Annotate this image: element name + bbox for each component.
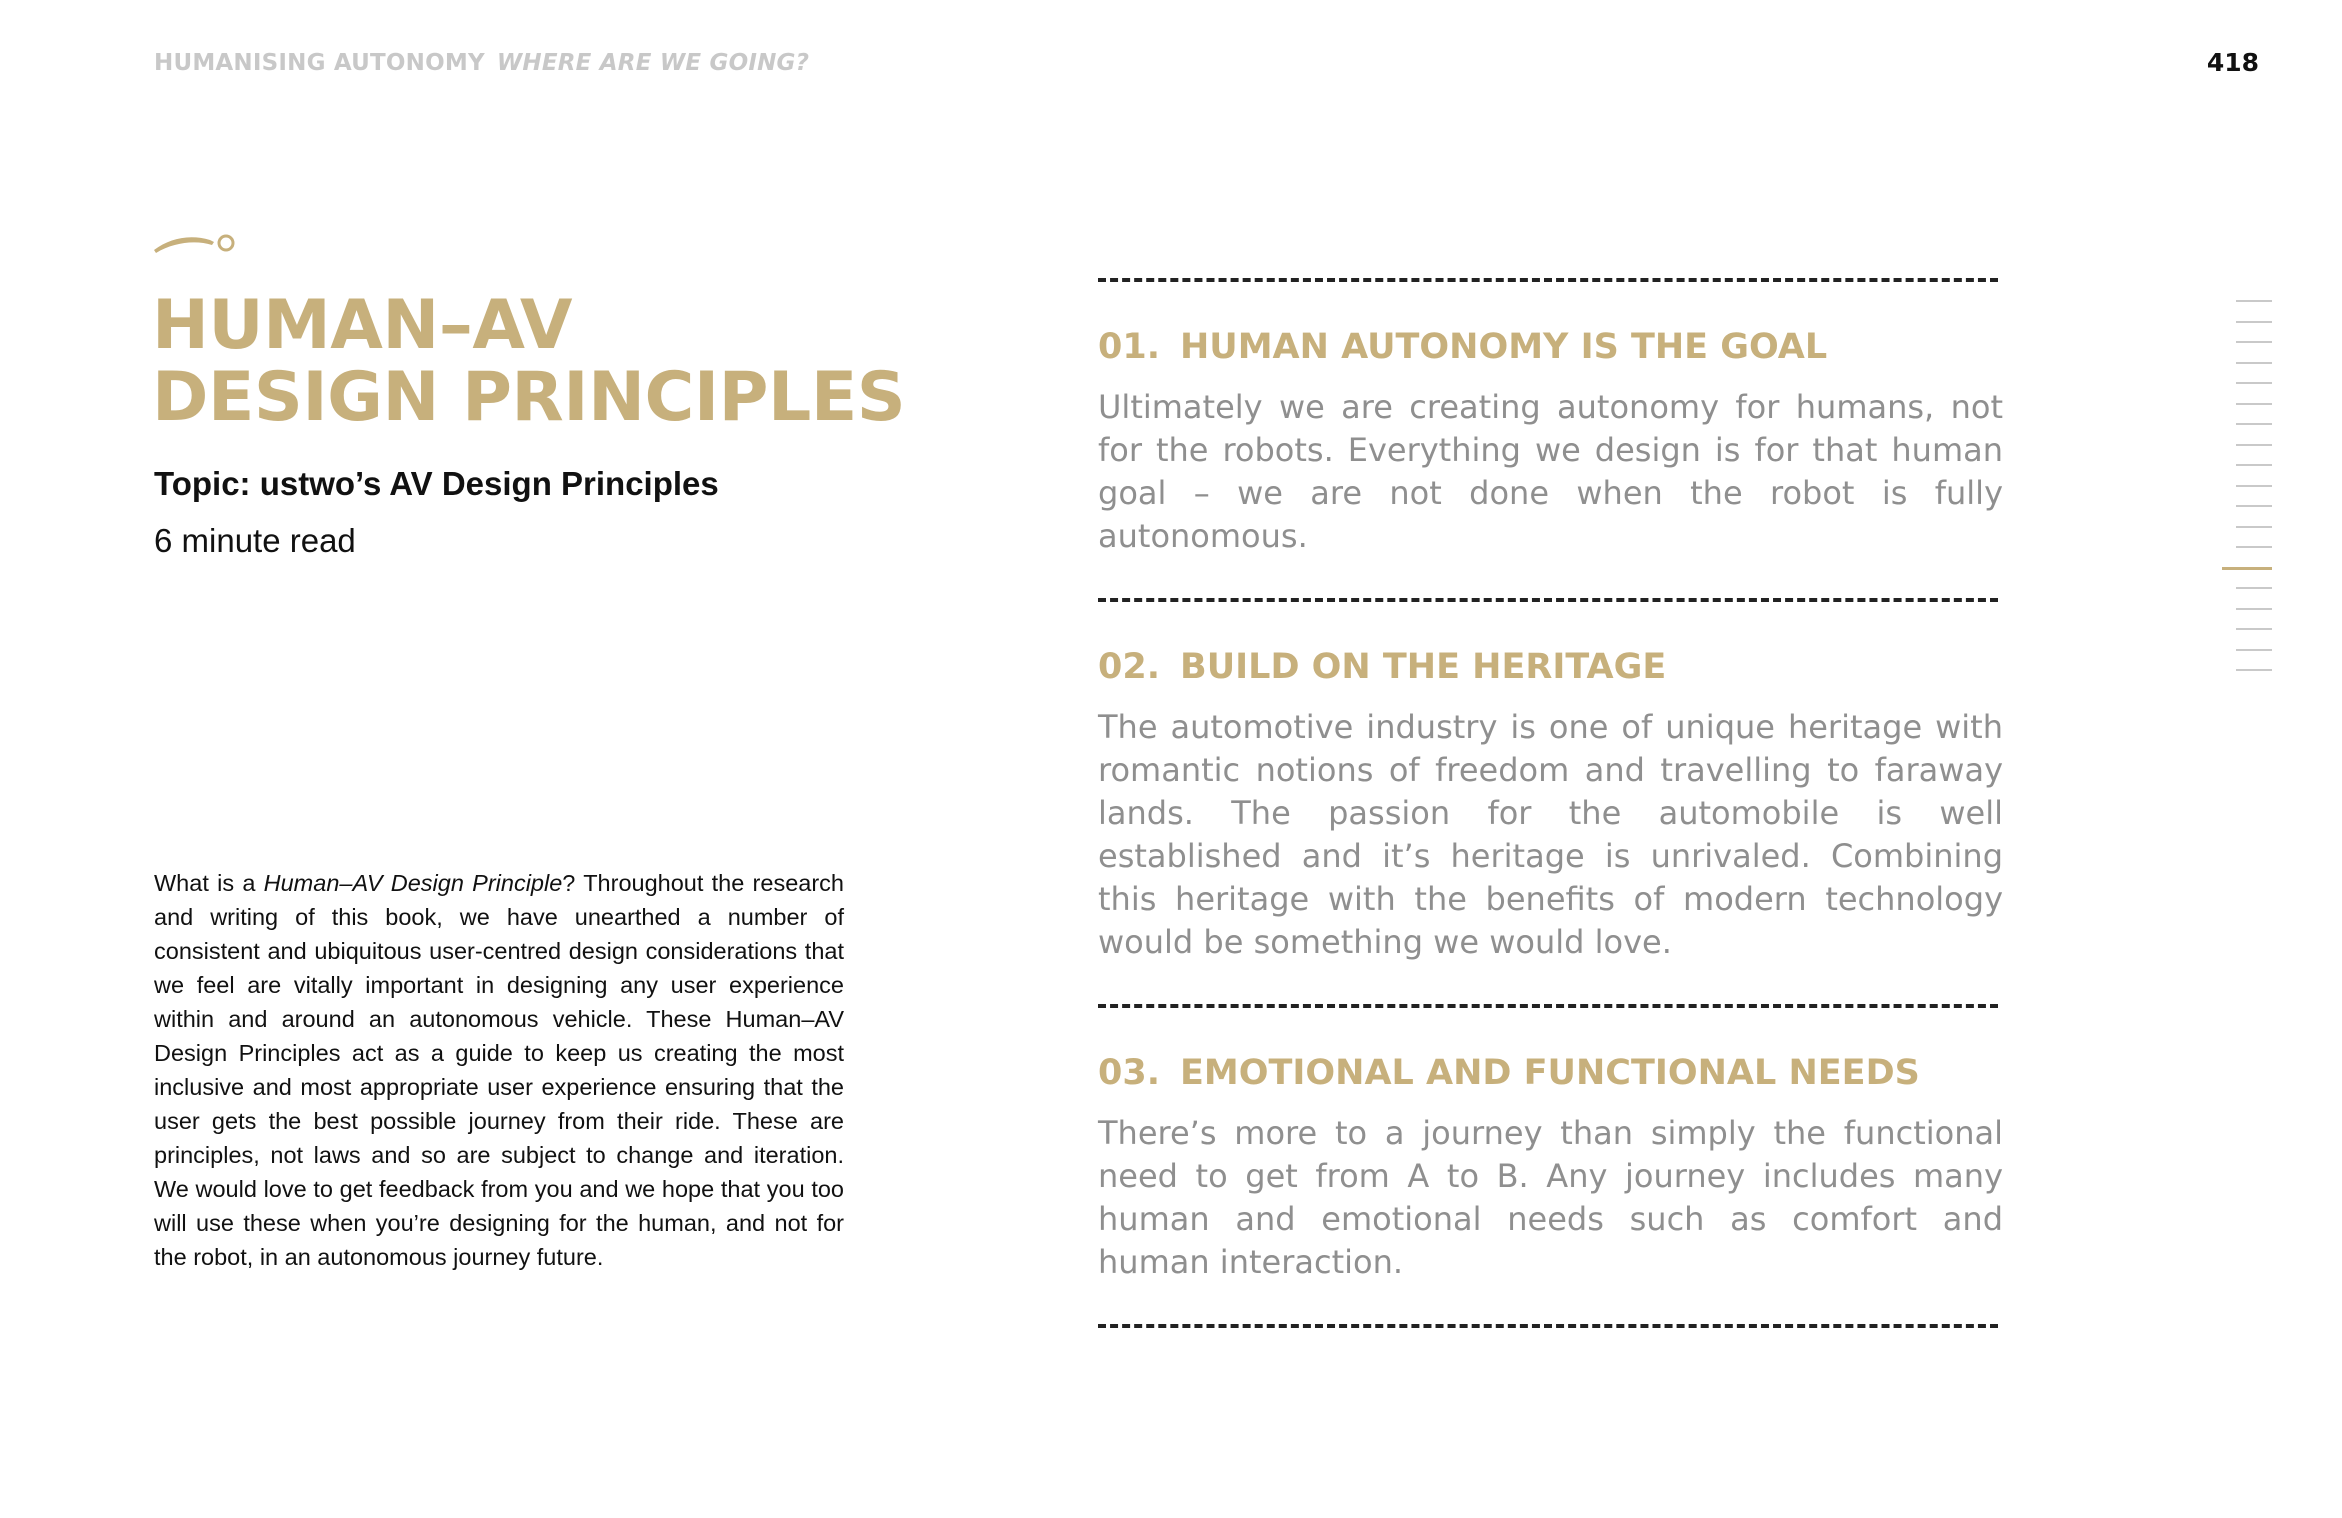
dashed-divider	[1098, 1324, 1998, 1328]
principle-body: There’s more to a journey than simply the functional need to get from A to B. Any journey includes many human and emotional needs such as comfort and human interaction.	[1098, 1114, 2003, 1281]
principle-item	[1098, 602, 2003, 1004]
running-header	[154, 50, 809, 76]
progress-tick[interactable]	[2236, 382, 2272, 384]
principle-body: The automotive industry is one of unique heritage with romantic notions of freedom and travelling to faraway lands. The passion for the automobile is well established and it’s heritage is unrivaled. Combining this heritage with the benefits of modern technology would be something we would love.	[1098, 708, 2003, 961]
progress-tick-active[interactable]	[2222, 567, 2272, 570]
intro-rest: ? Throughout the research and writing of this book, we have unearthed a number of consistent and ubiquitous user-centred design considerations that we feel are vitally important in designing any user experience within and around an autonomous vehicle. These Human–AV Design Principles act as a guide to keep us creating the most inclusive and most appropriate user experience ensuring that the user gets the best possible journey from their ride. These are principles, not laws and so are subject to change and iteration. We would love to get feedback from you and we hope that you too will use these when you’re designing for the human, and not for the robot, in an autonomous journey future.	[154, 870, 844, 1270]
progress-tick[interactable]	[2236, 444, 2272, 446]
page-title	[152, 286, 906, 437]
progress-tick[interactable]	[2236, 608, 2272, 610]
progress-tick[interactable]	[2236, 649, 2272, 651]
progress-tick[interactable]	[2236, 362, 2272, 364]
progress-tick[interactable]	[2236, 485, 2272, 487]
progress-tick[interactable]	[2236, 505, 2272, 507]
principle-body: Ultimately we are creating autonomy for humans, not for the robots. Everything we design is for that human goal – we are not done when the robot is fully autonomous.	[1098, 388, 2003, 555]
principle-heading	[1098, 646, 2003, 688]
intro-lead: What is a	[154, 870, 264, 896]
progress-tick[interactable]	[2236, 321, 2272, 323]
book-title: HUMANISING AUTONOMY	[154, 50, 485, 76]
intro-emphasis: Human–AV Design Principle	[263, 870, 563, 896]
progress-tick[interactable]	[2236, 526, 2272, 528]
progress-tick[interactable]	[2236, 669, 2272, 671]
section-title: WHERE ARE WE GOING?	[496, 50, 810, 76]
progress-tick[interactable]	[2236, 403, 2272, 405]
principle-heading	[1098, 1052, 2003, 1094]
title-line-2: DESIGN PRINCIPLES	[152, 358, 906, 437]
principle-item	[1098, 1008, 2003, 1324]
principle-number: 03.	[1098, 1053, 1161, 1093]
principle-heading	[1098, 326, 2003, 368]
progress-tick[interactable]	[2236, 546, 2272, 548]
progress-tick[interactable]	[2236, 587, 2272, 589]
swoosh-logo-icon	[152, 228, 238, 256]
page-number: 418	[2206, 48, 2259, 77]
title-line-1: HUMAN–AV	[152, 286, 572, 365]
principle-number: 01.	[1098, 327, 1161, 367]
intro-paragraph	[154, 866, 844, 1274]
principle-number: 02.	[1098, 647, 1161, 687]
topic-label: Topic: ustwo’s AV Design Principles	[154, 465, 719, 502]
progress-tick[interactable]	[2236, 628, 2272, 630]
principle-title: BUILD ON THE HERITAGE	[1180, 647, 1667, 687]
progress-tick[interactable]	[2236, 300, 2272, 302]
progress-tick[interactable]	[2236, 341, 2272, 343]
principle-title: EMOTIONAL AND FUNCTIONAL NEEDS	[1180, 1053, 1920, 1093]
principles-list	[1098, 278, 2003, 1328]
principle-item	[1098, 282, 2003, 598]
progress-tick[interactable]	[2236, 423, 2272, 425]
progress-tick[interactable]	[2236, 464, 2272, 466]
principle-title: HUMAN AUTONOMY IS THE GOAL	[1180, 327, 1828, 367]
read-time: 6 minute read	[154, 522, 356, 559]
page-progress-nav[interactable]	[2222, 300, 2272, 680]
